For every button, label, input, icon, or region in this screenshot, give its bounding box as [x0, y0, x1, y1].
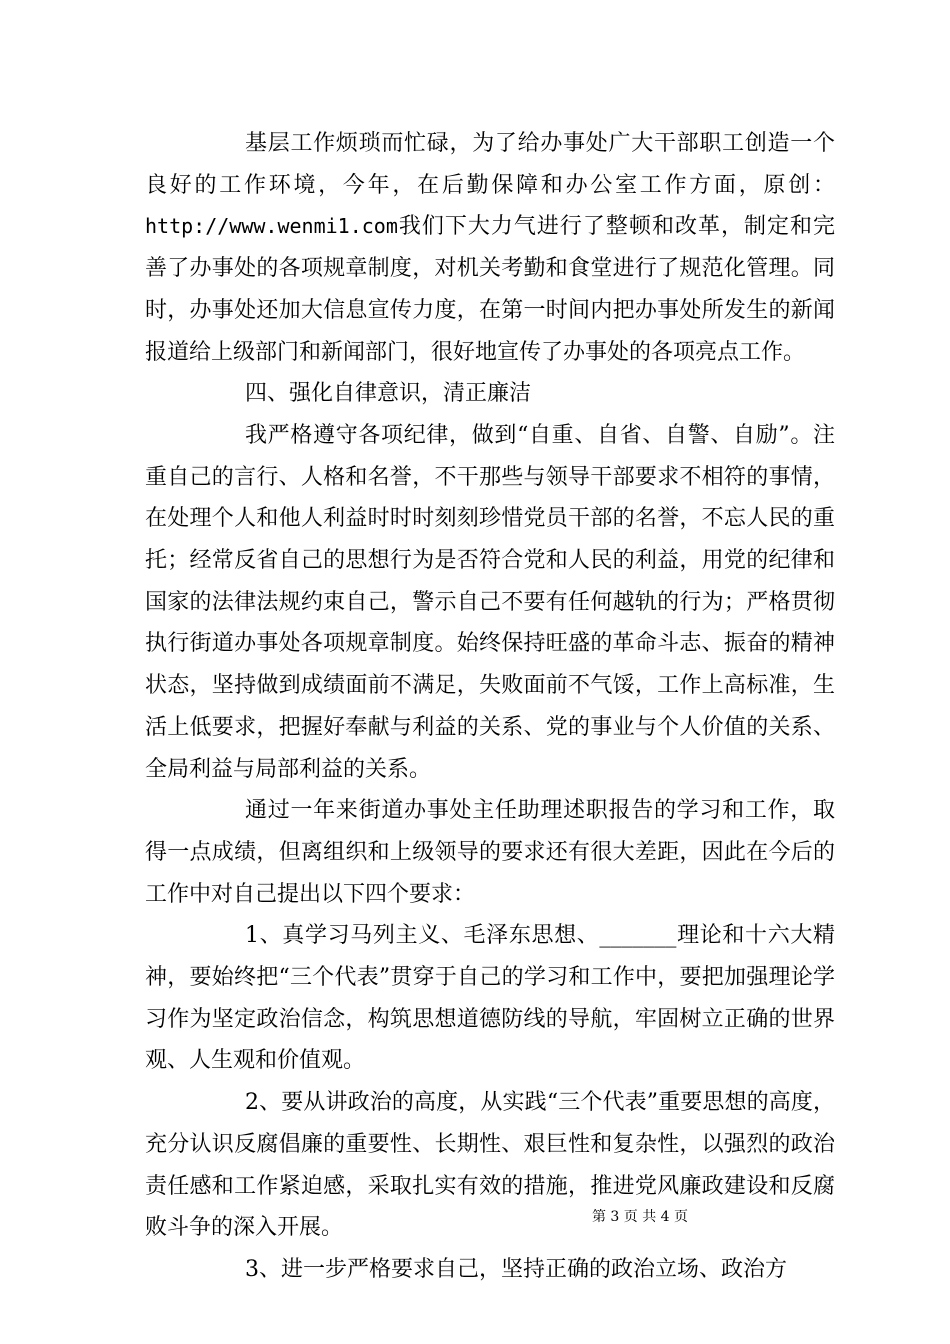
paragraph-logistics-text-after: 我们下大力气进行了整顿和改革，制定和完善了办事处的各项规章制度，对机关考勤和食堂进行了规范化管理。同时，办事处还加大信息宣传力度，在第一时间内把办事处所发生的新闻报道给上级部门和新闻部门，很好地宣传了办事处的各项亮点工作。 [145, 214, 835, 365]
paragraph-logistics-text-before: 基层工作烦琐而忙碌，为了给办事处广大干部职工创造一个良好的工作环境，今年，在后勤保障和办公室工作方面，原创： [145, 131, 835, 198]
list-item-1: 1、真学习马列主义、毛泽东思想、_______理论和十六大精神，要始终把“三个代表”贯穿于自己的学习和工作中，要把加强理论学习作为坚定政治信念，构筑思想道德防线的导航，牢固树立正确的世界观、人生观和价值观。 [145, 923, 835, 1074]
paragraph-logistics-url: http://www.wenmi1.com [145, 214, 398, 239]
list-item-2: 2、要从讲政治的高度，从实践“三个代表”重要思想的高度，充分认识反腐倡廉的重要性、长期性、艰巨性和复杂性，以强烈的政治责任感和工作紧迫感，采取扎实有效的措施，推进党风廉政建设和反腐败斗争的深入开展。 [145, 1090, 835, 1241]
page-number-footer: 第 3 页 共 4 页 [591, 1209, 689, 1225]
document-body [145, 123, 835, 1291]
list-item-3: 3、进一步严格要求自己，坚持正确的政治立场、政治方 [245, 1256, 787, 1282]
paragraph-discipline: 我严格遵守各项纪律，做到“自重、自省、自警、自励”。注重自己的言行、人格和名誉，不干那些与领导干部要求不相符的事情，在处理个人和他人利益时时时刻刻珍惜党员干部的名誉，不忘人民的重托；经常反省自己的思想行为是否符合党和人民的利益，用党的纪律和国家的法律法规约束自己，警示自己不要有任何越轨的行为；严格贯彻执行街道办事处各项规章制度。始终保持旺盛的革命斗志、振奋的精神状态，坚持做到成绩面前不满足，失败面前不气馁，工作上高标准，生活上低要求，把握好奉献与利益的关系、党的事业与个人价值的关系、全局利益与局部利益的关系。 [145, 422, 835, 782]
section-heading-4: 四、强化自律意识，清正廉洁 [245, 381, 532, 407]
paragraph-logistics [145, 123, 835, 373]
paragraph-summary: 通过一年来街道办事处主任助理述职报告的学习和工作，取得一点成绩，但离组织和上级领导的要求还有很大差距，因此在今后的工作中对自己提出以下四个要求： [145, 798, 835, 907]
